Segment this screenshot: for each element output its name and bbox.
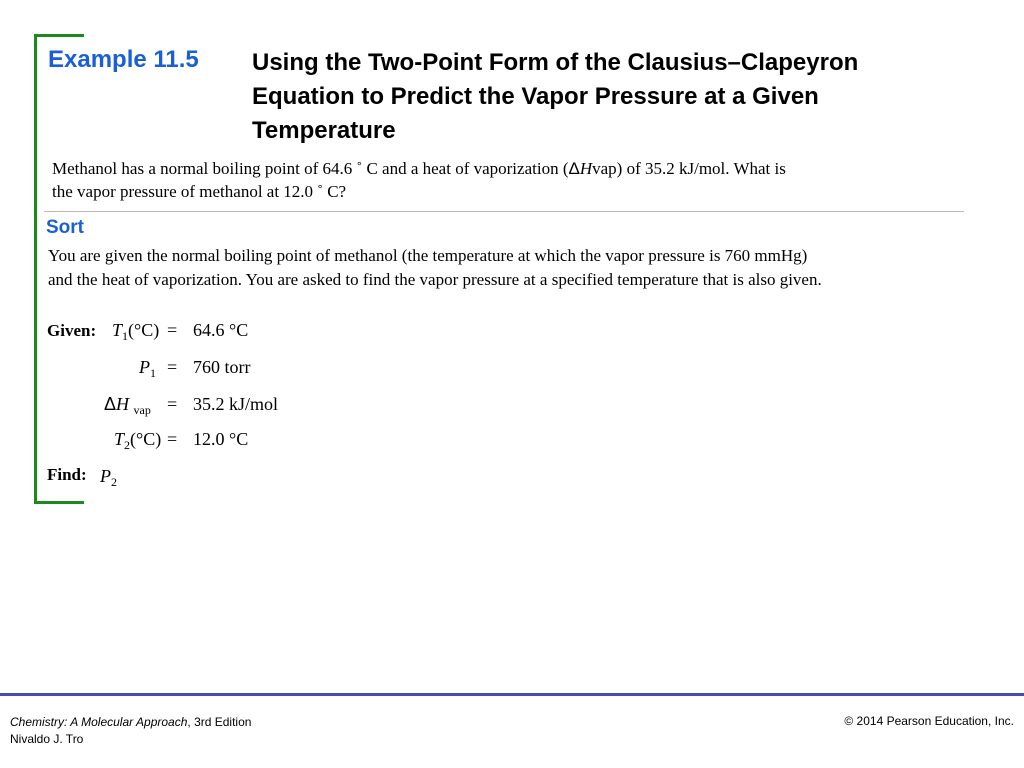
footer-edition: , 3rd Edition xyxy=(187,715,252,729)
sub-t2: 2 xyxy=(124,438,131,452)
problem-line-2: the vapor pressure of methanol at 12.0 ˚ C? xyxy=(52,182,347,201)
sort-line-2: and the heat of vaporization. You are asked to find the vapor pressure at a specified temperature that is also given. xyxy=(48,270,822,289)
footer-author: Nivaldo J. Tro xyxy=(10,732,84,746)
equals-p1: = xyxy=(167,357,178,377)
given-row-t1 xyxy=(0,320,400,344)
problem-line-1 xyxy=(52,157,952,180)
var-p2: P xyxy=(100,466,111,486)
title-line-2: Equation to Predict the Vapor Pressure at a Given xyxy=(252,83,819,110)
value-t2: 12.0 °C xyxy=(193,429,249,449)
var-t1: T xyxy=(112,320,123,340)
find-label: Find: xyxy=(47,465,87,484)
title-line-1: Using the Two-Point Form of the Clausius–Clapeyron xyxy=(252,49,859,76)
sub-vap: vap xyxy=(133,403,151,417)
footer-book-title: Chemistry: A Molecular Approach xyxy=(10,715,188,729)
given-row-t2 xyxy=(0,429,400,453)
sort-line-1: You are given the normal boiling point of methanol (the temperature at which the vapor pressure is 760 mmHg) xyxy=(48,246,808,265)
sub-t1: 1 xyxy=(122,329,129,343)
delta-symbol: Δ xyxy=(568,159,580,178)
equals-t2: = xyxy=(167,429,178,449)
footer-citation xyxy=(10,714,251,748)
sort-text xyxy=(48,244,998,292)
given-row-dhvap xyxy=(0,394,400,418)
section-divider xyxy=(44,211,964,212)
equals-dh: = xyxy=(167,394,178,414)
sub-p2: 2 xyxy=(111,475,117,489)
value-p1: 760 torr xyxy=(193,357,251,377)
example-title xyxy=(252,46,992,148)
sort-heading: Sort xyxy=(46,217,84,238)
footer-rule xyxy=(0,693,1024,696)
problem-text-a: Methanol has a normal boiling point of 64.6 ˚ C and a heat of vaporization ( xyxy=(52,159,569,178)
footer-book-line xyxy=(10,714,251,731)
equals-t1: = xyxy=(167,320,178,340)
title-line-3: Temperature xyxy=(252,117,396,144)
unit-t2: (°C) xyxy=(130,429,162,449)
var-dh: H xyxy=(116,394,130,414)
given-row-p1 xyxy=(0,357,400,381)
find-row xyxy=(100,466,117,490)
unit-t1: (°C) xyxy=(128,320,160,340)
value-dh: 35.2 kJ/mol xyxy=(193,394,279,414)
var-t2: T xyxy=(114,429,125,449)
enthalpy-symbol: H xyxy=(579,159,593,178)
var-p1: P xyxy=(139,357,150,377)
example-label: Example 11.5 xyxy=(48,46,199,73)
problem-text-b: vap) of 35.2 kJ/mol. What is xyxy=(592,159,786,178)
footer-copyright: © 2014 Pearson Education, Inc. xyxy=(844,714,1014,728)
sub-p1: 1 xyxy=(150,366,156,380)
problem-statement xyxy=(52,157,952,203)
value-t1: 64.6 °C xyxy=(193,320,249,340)
given-label: Given: xyxy=(47,321,97,340)
delta-dh: Δ xyxy=(104,394,117,414)
